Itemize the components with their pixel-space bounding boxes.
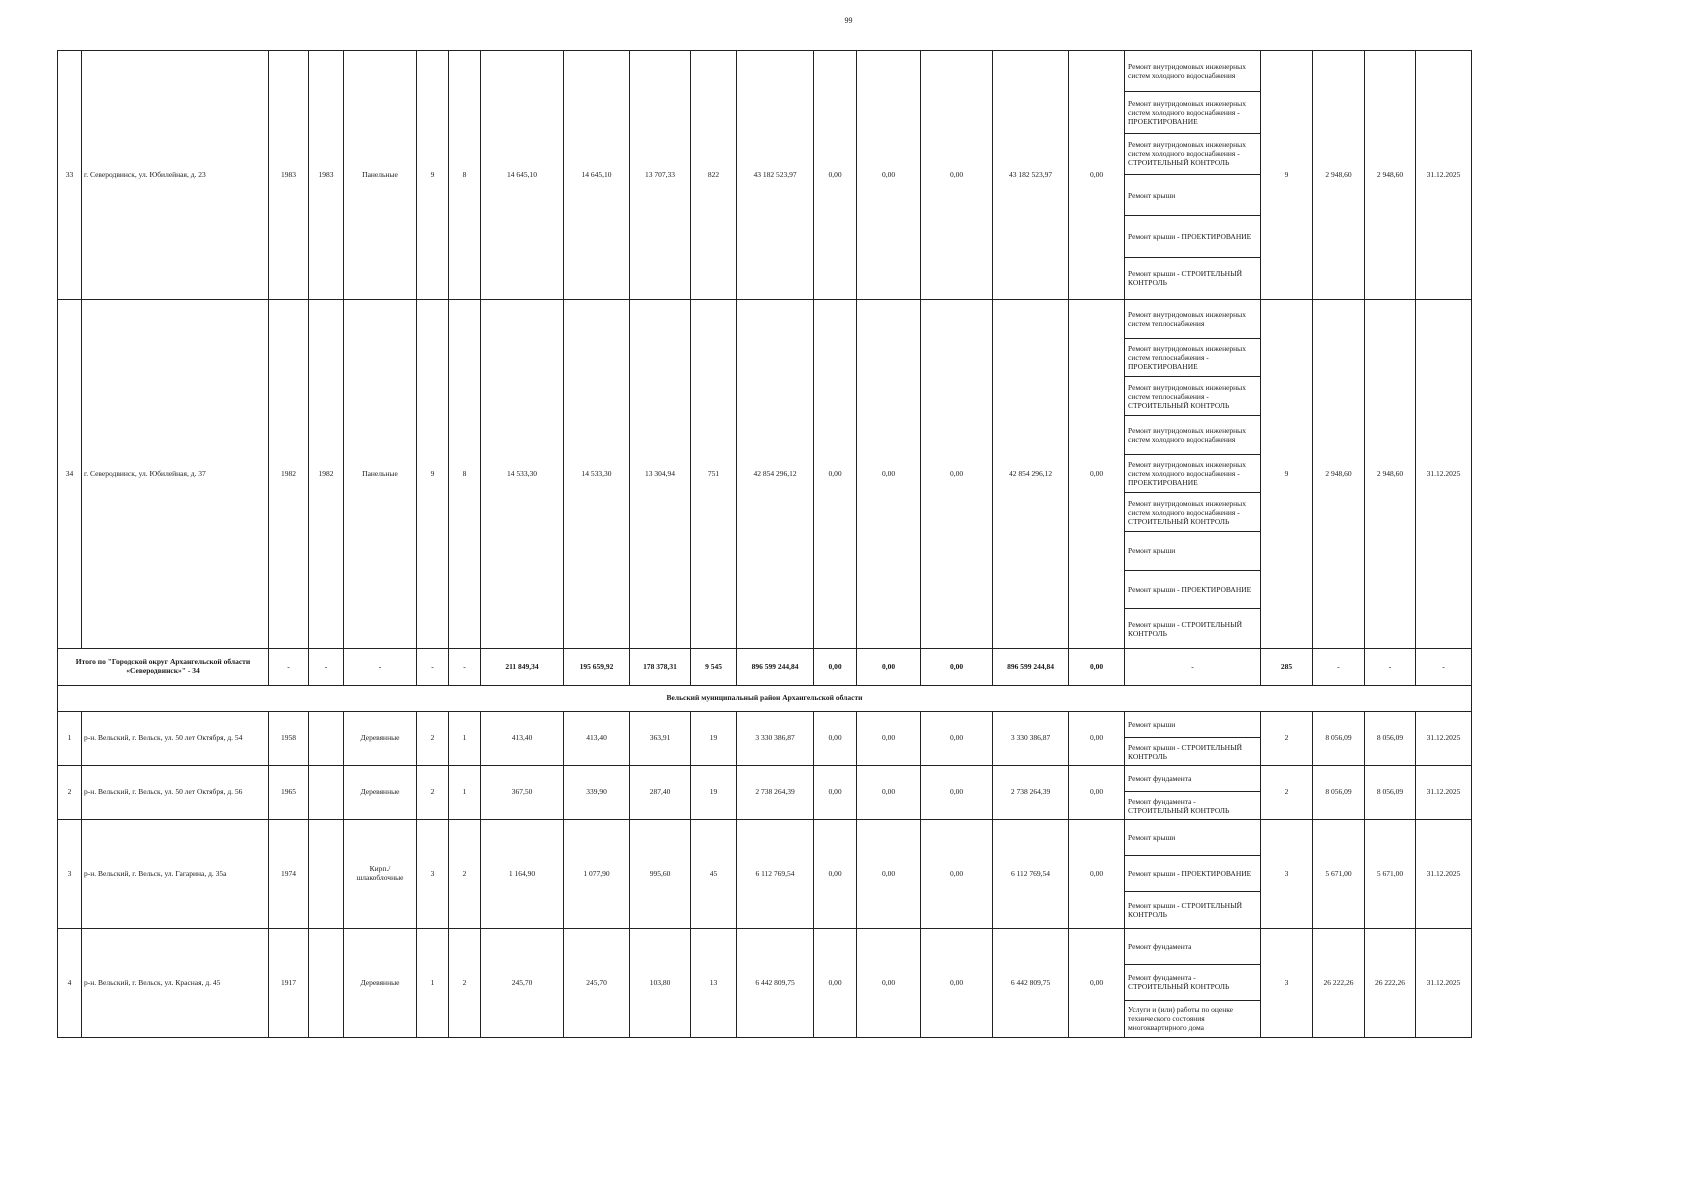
year-built-cell: 1958 bbox=[269, 711, 309, 765]
area-residential-cell: 287,40 bbox=[630, 765, 691, 819]
area-total-cell: 413,40 bbox=[481, 711, 564, 765]
fund3-cell: 0,00 bbox=[921, 928, 993, 1037]
fund3-cell: 0,00 bbox=[921, 51, 993, 300]
address-cell: г. Северодвинск, ул. Юбилейная, д. 23 bbox=[82, 51, 269, 300]
table-row bbox=[58, 928, 1472, 1037]
work-item: Ремонт внутридомовых инженерных систем холодного водоснабжения - СТРОИТЕЛЬНЫЙ КОНТРОЛЬ bbox=[1125, 134, 1260, 175]
fund3-cell: 0,00 bbox=[921, 711, 993, 765]
row-number-cell: 33 bbox=[58, 51, 82, 300]
work-item: Ремонт внутридомовых инженерных систем теплоснабжения - СТРОИТЕЛЬНЫЙ КОНТРОЛЬ bbox=[1125, 377, 1260, 416]
work-item: Ремонт крыши - СТРОИТЕЛЬНЫЙ КОНТРОЛЬ bbox=[1128, 900, 1243, 919]
total-f1-cell: 0,00 bbox=[814, 648, 857, 685]
year-built-cell: 1974 bbox=[269, 819, 309, 928]
works-count-cell: 3 bbox=[1261, 819, 1313, 928]
work-item: Ремонт внутридомовых инженерных систем холодного водоснабжения - ПРОЕКТИРОВАНИЕ bbox=[1125, 92, 1260, 133]
cost-total-cell: 3 330 386,87 bbox=[737, 711, 814, 765]
area-total-cell: 1 164,90 bbox=[481, 819, 564, 928]
address-cell: р-н. Вельский, г. Вельск, ул. Гагарина, д. 35а bbox=[82, 819, 269, 928]
unit-cost2-cell: 2 948,60 bbox=[1365, 299, 1416, 648]
address-cell: р-н. Вельский, г. Вельск, ул. 50 лет Октября, д. 56 bbox=[82, 765, 269, 819]
fund5-cell: 0,00 bbox=[1069, 299, 1125, 648]
work-item: Ремонт крыши bbox=[1125, 820, 1260, 856]
deadline-cell: 31.12.2025 bbox=[1416, 819, 1472, 928]
entrances-cell: 8 bbox=[449, 51, 481, 300]
unit-cost2-cell: 2 948,60 bbox=[1365, 51, 1416, 300]
fund1-cell: 0,00 bbox=[814, 928, 857, 1037]
row-number-cell: 3 bbox=[58, 819, 82, 928]
fund4-cell: 42 854 296,12 bbox=[993, 299, 1069, 648]
work-item: Ремонт крыши bbox=[1125, 712, 1260, 739]
unit-cost2-cell: 8 056,09 bbox=[1365, 711, 1416, 765]
repair-program-table bbox=[57, 50, 1472, 1038]
total-area-res-cell: 178 378,31 bbox=[630, 648, 691, 685]
year-commission-cell bbox=[309, 765, 344, 819]
work-item: Ремонт фундамента - СТРОИТЕЛЬНЫЙ КОНТРОЛЬ bbox=[1125, 965, 1260, 1001]
wall-material-cell: Панельные bbox=[344, 51, 417, 300]
table-row bbox=[58, 711, 1472, 765]
unit-cost-cell: 8 056,09 bbox=[1313, 765, 1365, 819]
floors-cell: 1 bbox=[417, 928, 449, 1037]
year-built-cell: 1917 bbox=[269, 928, 309, 1037]
fund2-cell: 0,00 bbox=[857, 51, 921, 300]
area-total2-cell: 14 645,10 bbox=[564, 51, 630, 300]
works-cell bbox=[1125, 765, 1261, 819]
fund2-cell: 0,00 bbox=[857, 819, 921, 928]
total-u2-cell: - bbox=[1365, 648, 1416, 685]
unit-cost-cell: 5 671,00 bbox=[1313, 819, 1365, 928]
fund5-cell: 0,00 bbox=[1069, 765, 1125, 819]
year-commission-cell bbox=[309, 711, 344, 765]
address-cell: г. Северодвинск, ул. Юбилейная, д. 37 bbox=[82, 299, 269, 648]
work-item: Ремонт внутридомовых инженерных систем теплоснабжения - ПРОЕКТИРОВАНИЕ bbox=[1125, 339, 1260, 378]
total-f2-cell: 0,00 bbox=[857, 648, 921, 685]
area-residential-cell: 363,91 bbox=[630, 711, 691, 765]
work-item: Услуги и (или) работы по оценке технического состояния многоквартирного дома bbox=[1128, 1005, 1233, 1033]
cost-total-cell: 6 112 769,54 bbox=[737, 819, 814, 928]
year-commission-cell bbox=[309, 928, 344, 1037]
unit-cost-cell: 2 948,60 bbox=[1313, 51, 1365, 300]
area-total2-cell: 339,90 bbox=[564, 765, 630, 819]
total-f5-cell: 0,00 bbox=[1069, 648, 1125, 685]
deadline-cell: 31.12.2025 bbox=[1416, 299, 1472, 648]
cost-total-cell: 6 442 809,75 bbox=[737, 928, 814, 1037]
year-commission-cell bbox=[309, 819, 344, 928]
entrances-cell: 2 bbox=[449, 928, 481, 1037]
section-title: Вельский муниципальный район Архангельской области bbox=[58, 685, 1472, 711]
works-count-cell: 3 bbox=[1261, 928, 1313, 1037]
floors-cell: 9 bbox=[417, 299, 449, 648]
fund2-cell: 0,00 bbox=[857, 765, 921, 819]
year-commission-cell: 1982 bbox=[309, 299, 344, 648]
fund3-cell: 0,00 bbox=[921, 765, 993, 819]
area-total-cell: 14 533,30 bbox=[481, 299, 564, 648]
work-item: Ремонт фундамента bbox=[1125, 929, 1260, 965]
deadline-cell: 31.12.2025 bbox=[1416, 928, 1472, 1037]
unit-cost-cell: 26 222,26 bbox=[1313, 928, 1365, 1037]
wall-material-cell: Деревянные bbox=[344, 711, 417, 765]
address-cell: р-н. Вельский, г. Вельск, ул. Красная, д. 45 bbox=[82, 928, 269, 1037]
work-item: Ремонт внутридомовых инженерных систем холодного водоснабжения - СТРОИТЕЛЬНЫЙ КОНТРОЛЬ bbox=[1125, 493, 1260, 532]
work-item: Ремонт фундамента bbox=[1125, 766, 1260, 793]
unit-cost2-cell: 5 671,00 bbox=[1365, 819, 1416, 928]
fund3-cell: 0,00 bbox=[921, 819, 993, 928]
section-header-row bbox=[58, 685, 1472, 711]
fund1-cell: 0,00 bbox=[814, 51, 857, 300]
work-item: Ремонт внутридомовых инженерных систем холодного водоснабжения - ПРОЕКТИРОВАНИЕ bbox=[1125, 455, 1260, 494]
year-built-cell: 1965 bbox=[269, 765, 309, 819]
work-item: Ремонт фундамента - СТРОИТЕЛЬНЫЙ КОНТРОЛЬ bbox=[1128, 796, 1230, 815]
area-residential-cell: 13 707,33 bbox=[630, 51, 691, 300]
deadline-cell: 31.12.2025 bbox=[1416, 711, 1472, 765]
fund1-cell: 0,00 bbox=[814, 819, 857, 928]
fund2-cell: 0,00 bbox=[857, 928, 921, 1037]
page-number: 99 bbox=[844, 16, 853, 25]
works-count-cell: 9 bbox=[1261, 299, 1313, 648]
area-residential-cell: 103,80 bbox=[630, 928, 691, 1037]
work-item: Ремонт крыши bbox=[1125, 532, 1260, 571]
residents-cell: 19 bbox=[691, 765, 737, 819]
total-area-total-cell: 211 849,34 bbox=[481, 648, 564, 685]
row-number-cell: 4 bbox=[58, 928, 82, 1037]
works-count-cell: 9 bbox=[1261, 51, 1313, 300]
residents-cell: 13 bbox=[691, 928, 737, 1037]
entrances-cell: 1 bbox=[449, 711, 481, 765]
area-total2-cell: 1 077,90 bbox=[564, 819, 630, 928]
fund2-cell: 0,00 bbox=[857, 711, 921, 765]
year-commission-cell: 1983 bbox=[309, 51, 344, 300]
floors-cell: 3 bbox=[417, 819, 449, 928]
area-residential-cell: 13 304,94 bbox=[630, 299, 691, 648]
unit-cost-cell: 2 948,60 bbox=[1313, 299, 1365, 648]
deadline-cell: 31.12.2025 bbox=[1416, 765, 1472, 819]
works-cell bbox=[1125, 928, 1261, 1037]
table-row bbox=[58, 765, 1472, 819]
entrances-cell: 8 bbox=[449, 299, 481, 648]
wall-material-cell: Панельные bbox=[344, 299, 417, 648]
residents-cell: 19 bbox=[691, 711, 737, 765]
fund5-cell: 0,00 bbox=[1069, 928, 1125, 1037]
address-cell: р-н. Вельский, г. Вельск, ул. 50 лет Октября, д. 54 bbox=[82, 711, 269, 765]
table-row bbox=[58, 299, 1472, 648]
total-area-total2-cell: 195 659,92 bbox=[564, 648, 630, 685]
floors-cell: 2 bbox=[417, 765, 449, 819]
row-number-cell: 1 bbox=[58, 711, 82, 765]
wall-material-cell: Кирп./ шлакоблочные bbox=[344, 819, 417, 928]
area-total2-cell: 245,70 bbox=[564, 928, 630, 1037]
works-cell bbox=[1125, 51, 1261, 300]
residents-cell: 822 bbox=[691, 51, 737, 300]
fund1-cell: 0,00 bbox=[814, 765, 857, 819]
work-item: Ремонт крыши - ПРОЕКТИРОВАНИЕ bbox=[1125, 856, 1260, 892]
cost-total-cell: 2 738 264,39 bbox=[737, 765, 814, 819]
fund3-cell: 0,00 bbox=[921, 299, 993, 648]
area-total2-cell: 413,40 bbox=[564, 711, 630, 765]
fund1-cell: 0,00 bbox=[814, 711, 857, 765]
entrances-cell: 1 bbox=[449, 765, 481, 819]
work-item: Ремонт крыши - СТРОИТЕЛЬНЫЙ КОНТРОЛЬ bbox=[1128, 742, 1243, 761]
area-total-cell: 14 645,10 bbox=[481, 51, 564, 300]
area-total-cell: 367,50 bbox=[481, 765, 564, 819]
fund4-cell: 43 182 523,97 bbox=[993, 51, 1069, 300]
works-count-cell: 2 bbox=[1261, 711, 1313, 765]
work-item: Ремонт крыши - СТРОИТЕЛЬНЫЙ КОНТРОЛЬ bbox=[1128, 269, 1243, 288]
works-cell bbox=[1125, 299, 1261, 648]
total-u1-cell: - bbox=[1313, 648, 1365, 685]
work-item: Ремонт крыши - ПРОЕКТИРОВАНИЕ bbox=[1125, 216, 1260, 257]
unit-cost-cell: 8 056,09 bbox=[1313, 711, 1365, 765]
work-item: Ремонт крыши bbox=[1125, 175, 1260, 216]
residents-cell: 751 bbox=[691, 299, 737, 648]
work-item: Ремонт внутридомовых инженерных систем теплоснабжения bbox=[1125, 300, 1260, 339]
area-residential-cell: 995,60 bbox=[630, 819, 691, 928]
total-count-cell: 285 bbox=[1261, 648, 1313, 685]
works-cell bbox=[1125, 819, 1261, 928]
fund5-cell: 0,00 bbox=[1069, 51, 1125, 300]
fund2-cell: 0,00 bbox=[857, 299, 921, 648]
total-works-cell: - bbox=[1125, 648, 1261, 685]
unit-cost2-cell: 8 056,09 bbox=[1365, 765, 1416, 819]
work-item: Ремонт крыши - ПРОЕКТИРОВАНИЕ bbox=[1125, 571, 1260, 610]
floors-cell: 2 bbox=[417, 711, 449, 765]
total-u3-cell: - bbox=[1416, 648, 1472, 685]
total-label-cell: Итого по "Городской округ Архангельской области «Северодвинск»" - 34 bbox=[58, 648, 269, 685]
wall-material-cell: Деревянные bbox=[344, 765, 417, 819]
fund4-cell: 2 738 264,39 bbox=[993, 765, 1069, 819]
total-residents-cell: 9 545 bbox=[691, 648, 737, 685]
works-cell bbox=[1125, 711, 1261, 765]
total-cost-total-cell: 896 599 244,84 bbox=[737, 648, 814, 685]
entrances-cell: 2 bbox=[449, 819, 481, 928]
fund1-cell: 0,00 bbox=[814, 299, 857, 648]
row-number-cell: 2 bbox=[58, 765, 82, 819]
area-total2-cell: 14 533,30 bbox=[564, 299, 630, 648]
row-number-cell: 34 bbox=[58, 299, 82, 648]
cost-total-cell: 43 182 523,97 bbox=[737, 51, 814, 300]
residents-cell: 45 bbox=[691, 819, 737, 928]
works-count-cell: 2 bbox=[1261, 765, 1313, 819]
total-c5-cell: - bbox=[449, 648, 481, 685]
fund5-cell: 0,00 bbox=[1069, 819, 1125, 928]
fund4-cell: 3 330 386,87 bbox=[993, 711, 1069, 765]
fund4-cell: 6 112 769,54 bbox=[993, 819, 1069, 928]
work-item: Ремонт внутридомовых инженерных систем холодного водоснабжения bbox=[1125, 51, 1260, 92]
work-item: Ремонт внутридомовых инженерных систем холодного водоснабжения bbox=[1125, 416, 1260, 455]
cost-total-cell: 42 854 296,12 bbox=[737, 299, 814, 648]
work-item: Ремонт крыши - СТРОИТЕЛЬНЫЙ КОНТРОЛЬ bbox=[1128, 619, 1243, 638]
total-f3-cell: 0,00 bbox=[921, 648, 993, 685]
wall-material-cell: Деревянные bbox=[344, 928, 417, 1037]
deadline-cell: 31.12.2025 bbox=[1416, 51, 1472, 300]
year-built-cell: 1982 bbox=[269, 299, 309, 648]
table-row bbox=[58, 819, 1472, 928]
floors-cell: 9 bbox=[417, 51, 449, 300]
total-row bbox=[58, 648, 1472, 685]
year-built-cell: 1983 bbox=[269, 51, 309, 300]
fund5-cell: 0,00 bbox=[1069, 711, 1125, 765]
unit-cost2-cell: 26 222,26 bbox=[1365, 928, 1416, 1037]
table-row bbox=[58, 51, 1472, 300]
area-total-cell: 245,70 bbox=[481, 928, 564, 1037]
total-c4-cell: - bbox=[417, 648, 449, 685]
fund4-cell: 6 442 809,75 bbox=[993, 928, 1069, 1037]
total-c3-cell: - bbox=[344, 648, 417, 685]
total-c1-cell: - bbox=[269, 648, 309, 685]
total-f4-cell: 896 599 244,84 bbox=[993, 648, 1069, 685]
total-c2-cell: - bbox=[309, 648, 344, 685]
